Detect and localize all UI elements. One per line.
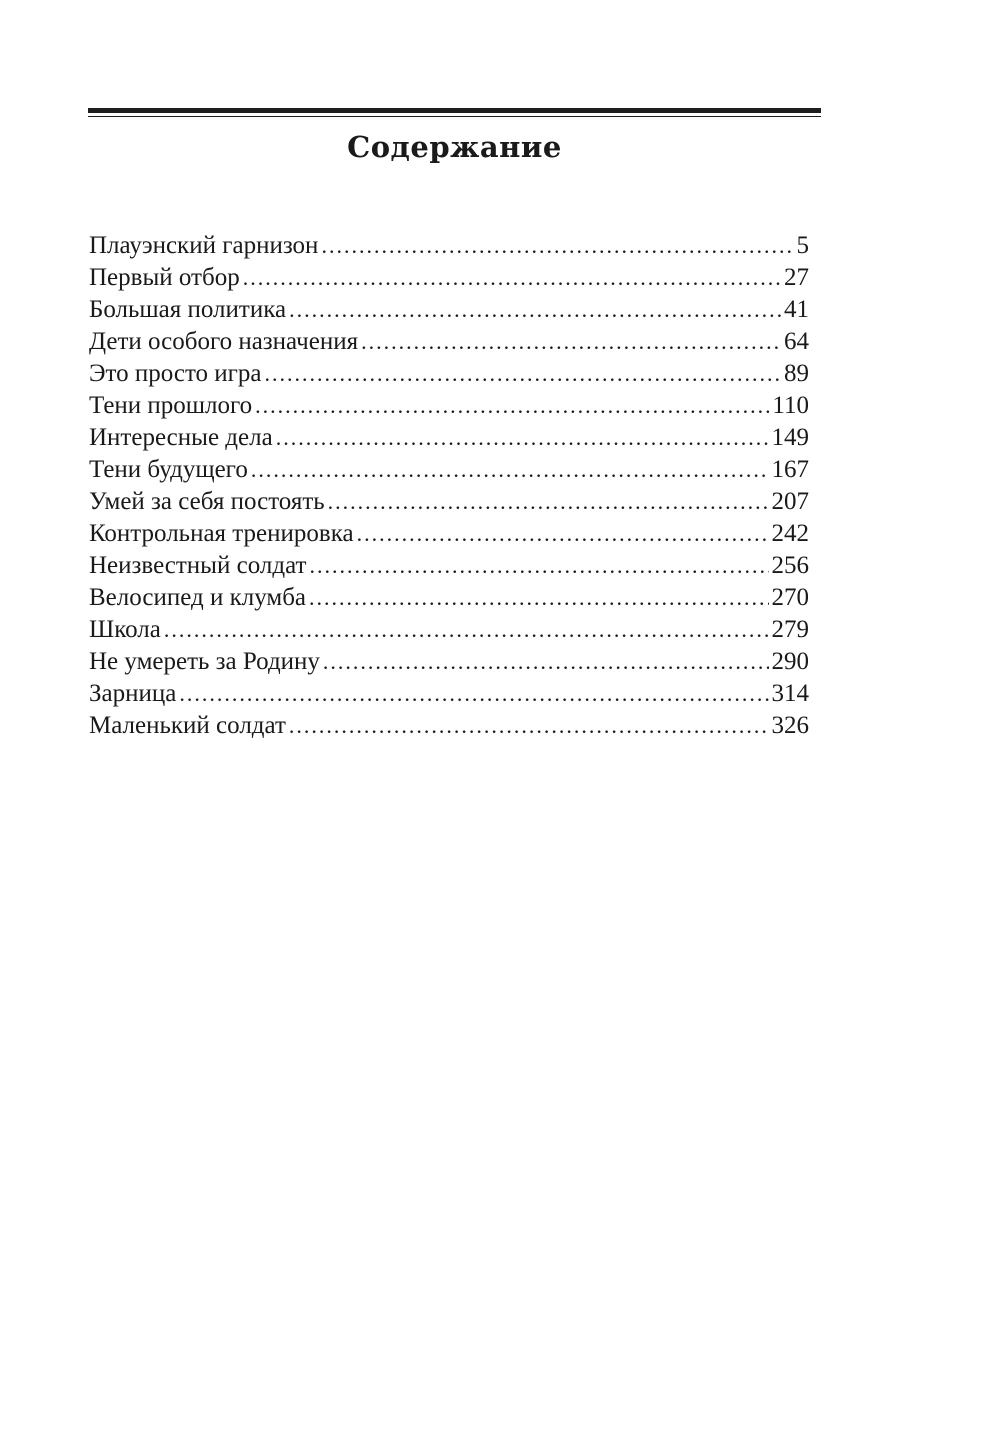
toc-entry-title: Это просто игра <box>89 360 262 387</box>
toc-dot-leader <box>265 358 781 390</box>
toc-dot-leader <box>179 678 768 710</box>
toc-entry-title: Дети особого назначения <box>89 328 359 355</box>
toc-entry <box>89 678 809 710</box>
header-rule-thin <box>88 116 821 117</box>
toc-entry-title: Плауэнский гарнизон <box>89 232 319 259</box>
toc-dot-leader <box>243 262 781 294</box>
toc-dot-leader <box>328 486 769 518</box>
toc-entry-page-number: 207 <box>771 488 809 515</box>
table-of-contents <box>89 230 809 742</box>
toc-entry <box>89 614 809 646</box>
toc-entry <box>89 294 809 326</box>
toc-entry-title: Тени будущего <box>89 456 248 483</box>
toc-entry-title: Зарница <box>89 680 177 707</box>
toc-entry <box>89 230 809 262</box>
toc-dot-leader <box>276 422 769 454</box>
page-title: Содержание <box>347 130 562 164</box>
toc-entry-page-number: 149 <box>771 424 809 451</box>
header-rule-thick <box>88 108 821 113</box>
toc-entry-page-number: 314 <box>771 680 809 707</box>
toc-entry-page-number: 256 <box>771 552 809 579</box>
toc-entry-page-number: 279 <box>771 616 809 643</box>
toc-entry-page-number: 110 <box>772 392 809 419</box>
toc-entry-page-number: 167 <box>771 456 809 483</box>
toc-entry-page-number: 89 <box>784 360 809 387</box>
toc-dot-leader <box>251 454 769 486</box>
toc-dot-leader <box>309 550 768 582</box>
toc-entry <box>89 518 809 550</box>
toc-entry <box>89 710 809 742</box>
toc-entry-page-number: 326 <box>771 712 809 739</box>
toc-entry-title: Большая политика <box>89 296 287 323</box>
toc-entry-page-number: 290 <box>771 648 809 675</box>
toc-entry-title: Контрольная тренировка <box>89 520 354 547</box>
toc-entry-page-number: 270 <box>771 584 809 611</box>
toc-dot-leader <box>289 294 781 326</box>
toc-entry <box>89 550 809 582</box>
toc-dot-leader <box>255 390 769 422</box>
toc-entry <box>89 454 809 486</box>
toc-dot-leader <box>321 230 793 262</box>
toc-entry-title: Школа <box>89 616 161 643</box>
toc-entry-title: Велосипед и клумба <box>89 584 307 611</box>
toc-entry-title: Неизвестный солдат <box>89 552 307 579</box>
toc-entry-title: Тени прошлого <box>89 392 253 419</box>
toc-dot-leader <box>164 614 769 646</box>
toc-entry <box>89 486 809 518</box>
toc-entry-title: Умей за себя постоять <box>89 488 325 515</box>
toc-entry-page-number: 242 <box>771 520 809 547</box>
toc-dot-leader <box>289 710 769 742</box>
toc-entry-page-number: 64 <box>784 328 809 355</box>
toc-entry-title: Не умереть за Родину <box>89 648 320 675</box>
toc-entry-title: Первый отбор <box>89 264 240 291</box>
toc-entry-page-number: 27 <box>784 264 809 291</box>
toc-entry <box>89 422 809 454</box>
toc-entry-title: Интересные дела <box>89 424 273 451</box>
toc-entry-title: Маленький солдат <box>89 712 286 739</box>
toc-entry <box>89 646 809 678</box>
toc-dot-leader <box>357 518 769 550</box>
toc-entry <box>89 582 809 614</box>
toc-entry <box>89 390 809 422</box>
toc-entry <box>89 262 809 294</box>
toc-entry <box>89 358 809 390</box>
toc-dot-leader <box>309 582 768 614</box>
toc-dot-leader <box>323 646 769 678</box>
toc-entry <box>89 326 809 358</box>
toc-entry-page-number: 41 <box>784 296 809 323</box>
toc-entry-page-number: 5 <box>796 232 809 259</box>
toc-dot-leader <box>361 326 781 358</box>
